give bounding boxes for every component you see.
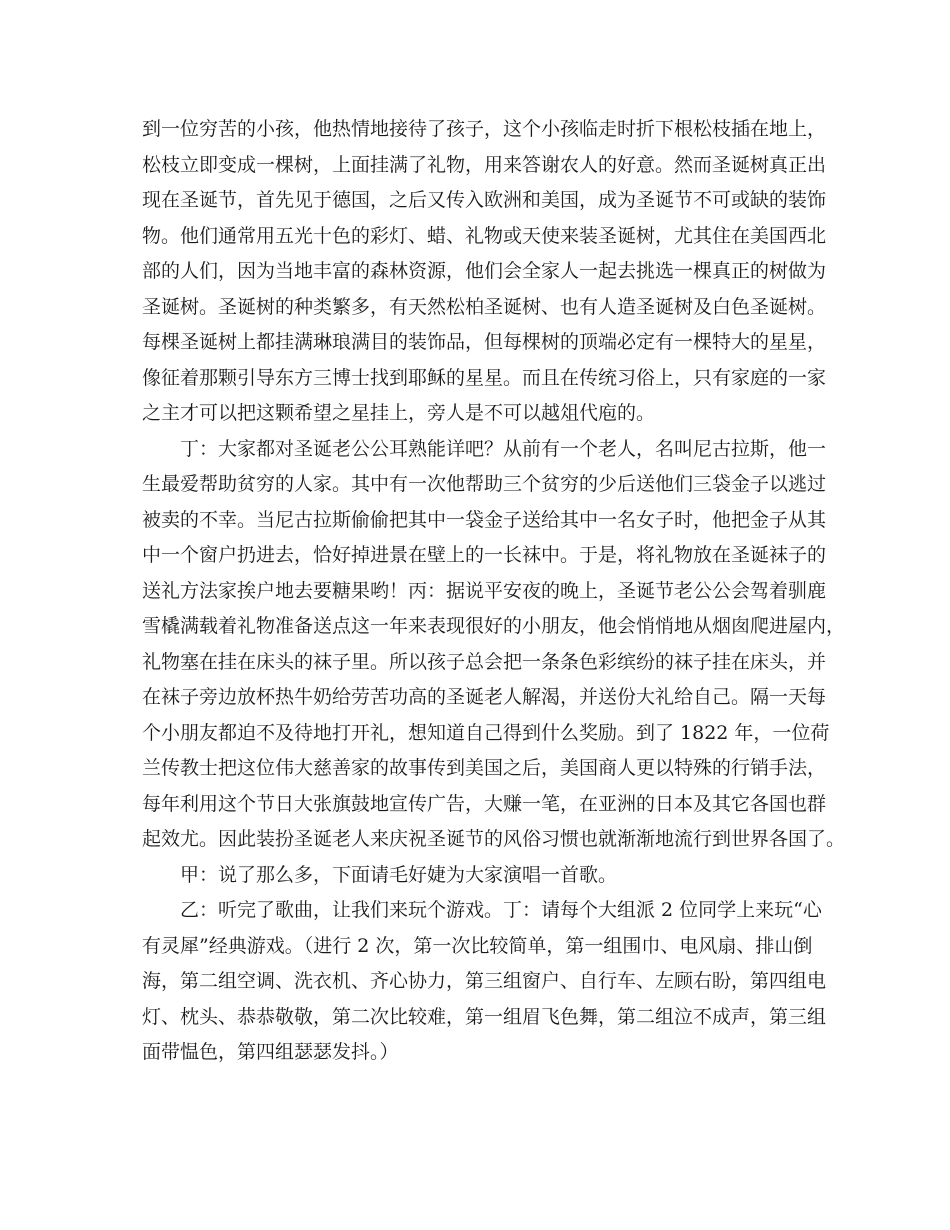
document-body [142,112,846,1071]
text-line: 每年利用这个节日大张旗鼓地宣传广告，大赚一笔，在亚洲的日本及其它各国也群 [142,792,827,815]
text-line: 兰传教士把这位伟大慈善家的故事传到美国之后，美国商人更以特殊的行销手法， [142,757,827,779]
text-line: 每棵圣诞树上都挂满琳琅满目的装饰品，但每棵树的顶端必定有一棵特大的星星， [142,331,827,353]
text-line: 中一个窗户扔进去，恰好掉进景在壁上的一长袜中。于是，将礼物放在圣诞袜子的 [142,544,827,566]
text-line: 圣诞树。圣诞树的种类繁多，有天然松柏圣诞树、也有人造圣诞树及白色圣诞树。 [142,295,827,318]
text-line: 送礼方法家挨户地去要糖果哟！丙：据说平安夜的晚上，圣诞节老公公会驾着驯鹿 [142,579,827,602]
text-line: 被卖的不幸。当尼古拉斯偷偷把其中一袋金子送给其中一名女子时，他把金子从其 [142,508,827,531]
paragraph-start-line: 乙：听完了歌曲，让我们来玩个游戏。丁：请每个大组派 2 位同学上来玩“心 [180,899,822,921]
text-line: 起效尤。因此装扮圣诞老人来庆祝圣诞节的风俗习惯也就渐渐地流行到世界各国了。 [142,828,846,850]
text-line: 礼物塞在挂在床头的袜子里。所以孩子总会把一条条色彩缤纷的袜子挂在床头，并 [142,650,827,673]
text-line: 像征着那颗引导东方三博士找到耶稣的星星。而且在传统习俗上，只有家庭的一家 [142,366,827,389]
text-line: 雪橇满载着礼物准备送点这一年来表现很好的小朋友，他会悄悄地从烟囱爬进屋内， [142,615,846,637]
text-line: 现在圣诞节，首先见于德国，之后又传入欧洲和美国，成为圣诞节不可或缺的装饰 [142,189,827,211]
text-line: 个小朋友都迫不及待地打开礼，想知道自己得到什么奖励。到了 1822 年，一位荷 [142,721,830,744]
text-line: 松枝立即变成一棵树，上面挂满了礼物，用来答谢农人的好意。然而圣诞树真正出 [142,153,827,176]
text-line: 到一位穷苦的小孩，他热情地接待了孩子，这个小孩临走时折下根松枝插在地上， [142,118,827,140]
paragraph-start-line: 甲：说了那么多，下面请毛好婕为大家演唱一首歌。 [180,863,618,886]
text-line: 生最爱帮助贫穷的人家。其中有一次他帮助三个贫穷的少后送他们三袋金子以逃过 [142,473,827,495]
text-line: 有灵犀”经典游戏。（进行 2 次，第一次比较简单，第一组围巾、电风扇、排山倒 [142,934,813,957]
text-line: 面带愠色，第四组瑟瑟发抖。） [142,1041,399,1063]
paragraph-start-line: 丁：大家都对圣诞老公公耳熟能详吧？从前有一个老人，名叫尼古拉斯，他一 [180,437,827,460]
text-line: 海，第二组空调、洗衣机、齐心协力，第三组窗户、自行车、左顾右盼，第四组电 [142,970,827,992]
text-line: 在袜子旁边放杯热牛奶给劳苦功高的圣诞老人解渴，并送份大礼给自己。隔一天每 [142,686,827,708]
text-line: 之主才可以把这颗希望之星挂上，旁人是不可以越俎代庖的。 [142,402,656,424]
text-line: 部的人们，因为当地丰富的森林资源，他们会全家人一起去挑选一棵真正的树做为 [142,260,827,282]
text-line: 灯、枕头、恭恭敬敬，第二次比较难，第一组眉飞色舞，第二组泣不成声，第三组 [142,1005,827,1028]
text-line: 物。他们通常用五光十色的彩灯、蜡、礼物或天使来装圣诞树，尤其住在美国西北 [142,224,827,247]
